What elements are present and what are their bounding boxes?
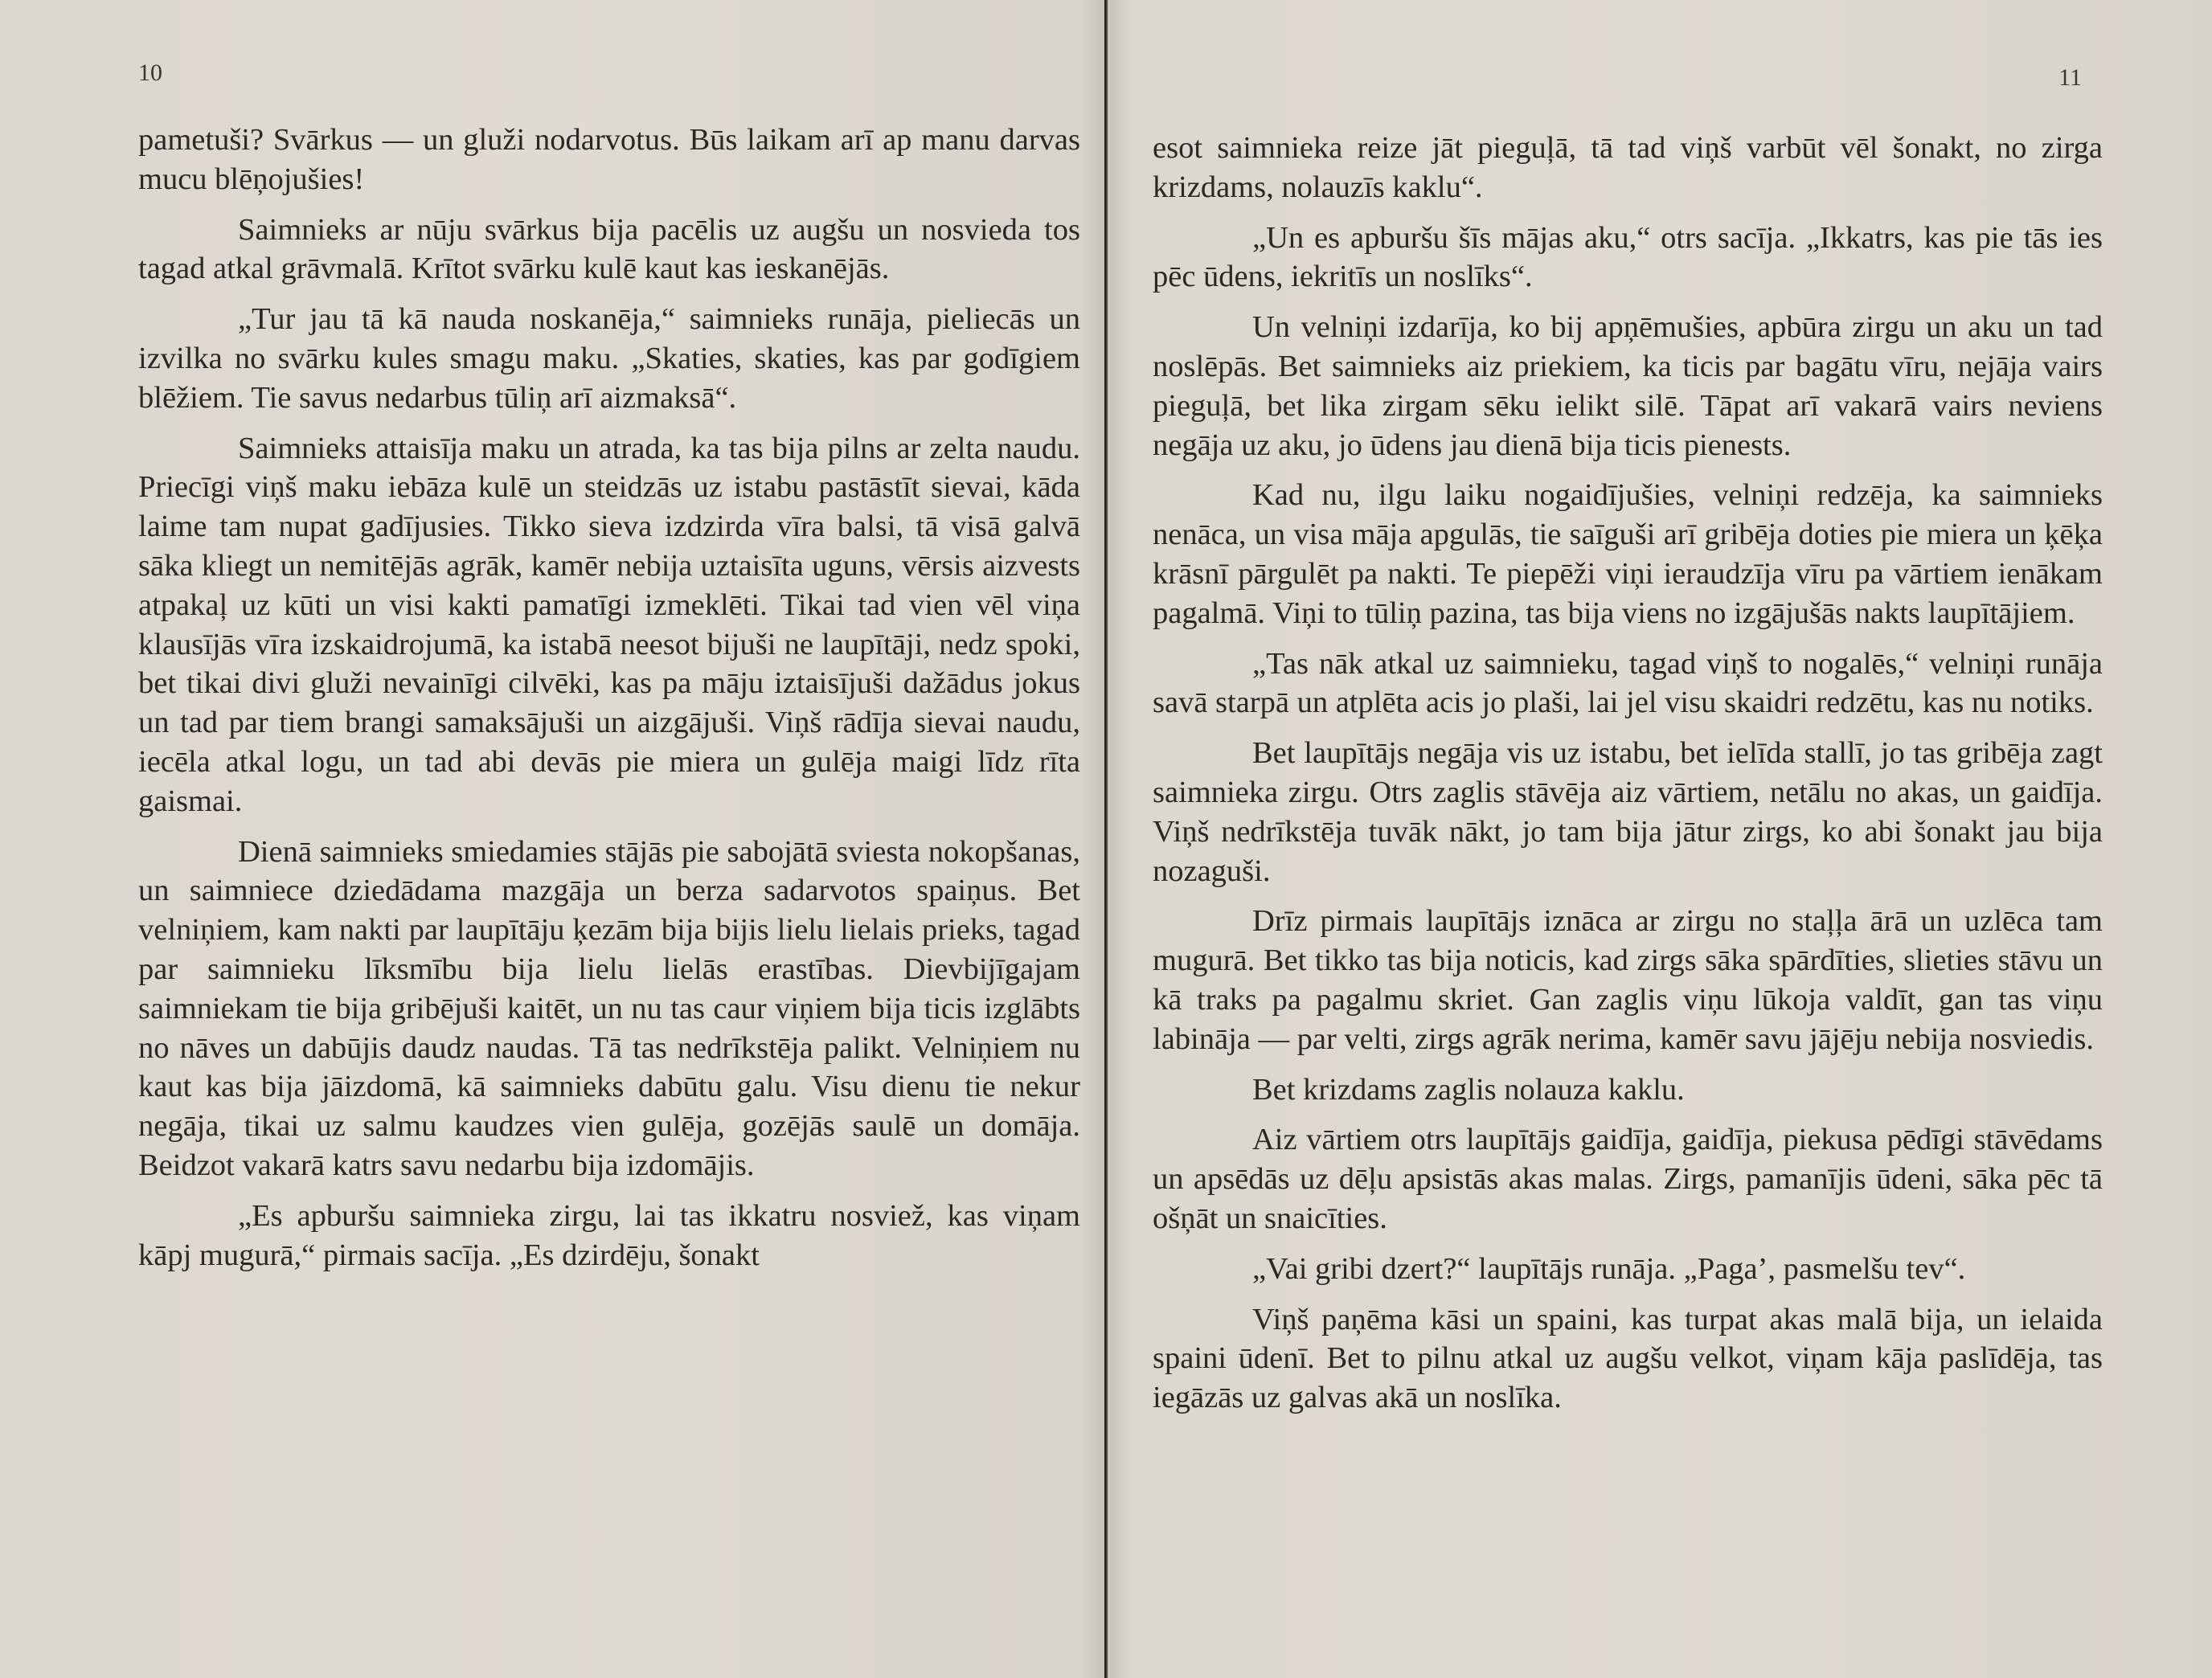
paragraph: „Un es apburšu šīs mājas aku,“ otrs sacīja. „Ikkatrs, kas pie tās ies pēc ūdens, iekritīs un noslīks“. [1153,220,2103,294]
paragraph: Un velniņi izdarīja, ko bij apņēmušies, apbūra zirgu un aku un tad noslēpās. Bet saimnieks aiz priekiem, ka ticis par bagātu vīru, nejāja vairs pieguļā, bet lika zirgam sēku ielikt silē. Tāpat arī vakarā vairs neviens negāja uz aku, jo ūdens jau dienā bija ticis pienests. [1153,310,2103,462]
paragraph: Kad nu, ilgu laiku nogaidījušies, velniņi redzēja, ka saimnieks nenāca, un visa māja apgulās, tie saīguši arī gribēja doties pie miera un ķēķa krāsnī pārgulēt pa nakti. Te piepēži viņi ieraudzīja vīru pa vārtiem ienākam pagalmā. Viņi to tūliņ pazina, tas bija viens no izgājušās nakts laupītājiem. [1153,478,2103,630]
gutter-shadow [1082,0,1104,1678]
paragraph: Aiz vārtiem otrs laupītājs gaidīja, gaidīja, piekusa pēdīgi stāvēdams un apsēdās uz dēļu apsistās akas malas. Zirgs, pamanījis ūdeni, sāka pēc tā ošņāt un snaicīties. [1153,1123,2103,1235]
page-number: 10 [138,59,162,86]
paragraph: Saimnieks attaisīja maku un atrada, ka tas bija pilns ar zelta naudu. Priecīgi viņš maku iebāza kulē un steidzās uz istabu pastāstīt sievai, kāda laime tam nupat gadījusies. Tikko sieva izdzirda vīra balsi, tā visā galvā sāka kliegt un nemitējās agrāk, kamēr nebija uztaisīta uguns, vērsis aizvests atpakaļ uz kūti un visi kakti pamatīgi izmeklēti. Tikai tad vien vēl viņa klausījās vīra izskaidrojumā, ka istabā neesot bijuši ne laupītāji, nedz spoki, bet tikai divi gluži nevainīgi cilvēki, kas pa māju iztaisījuši dažādus jokus un tad par tiem brangi samaksājuši un aizgājuši. Viņš rādīja sievai naudu, iecēla atkal logu, un tad abi devās pie miera un gulēja maigi līdz rīta gaismai. [138,431,1080,818]
paragraph: Saimnieks ar nūju svārkus bija pacēlis uz augšu un nosvieda tos tagad atkal grāvmalā. Krītot svārku kulē kaut kas ieskanējās. [138,212,1080,286]
paragraph: pametuši? Svārkus — un gluži nodarvotus. Būs laikam arī ap manu darvas mucu blēņojušies! [138,123,1080,196]
gutter-shadow [1108,0,1130,1678]
page-text [138,121,1080,1286]
paragraph: esot saimnieka reize jāt pieguļā, tā tad viņš varbūt vēl šonakt, no zirga krizdams, nolauzīs kaklu“. [1153,131,2103,204]
paragraph: Drīz pirmais laupītājs iznāca ar zirgu no staļļa ārā un uzlēca tam mugurā. Bet tikko tas bija noticis, kad zirgs sāka spārdīties, slieties stāvu un kā traks pa pagalmu skriet. Gan zaglis viņu lūkoja valdīt, gan tas viņu labināja — par velti, zirgs agrāk nerima, kamēr savu jājēju nebija nosviedis. [1153,904,2103,1056]
right-page [1106,0,2212,1678]
paragraph: Viņš paņēma kāsi un spaini, kas turpat akas malā bija, un ielaida spaini ūdenī. Bet to pilnu atkal uz augšu velkot, viņam kāja paslīdēja, tas iegāzās uz galvas akā un noslīka. [1153,1302,2103,1415]
page-number: 11 [2058,64,2082,91]
paragraph: „Tas nāk atkal uz saimnieku, tagad viņš to nogalēs,“ velniņi runāja savā starpā un atplēta acis jo plaši, lai jel visu skaidri redzētu, kas nu notiks. [1153,646,2103,720]
paragraph: „Vai gribi dzert?“ laupītājs runāja. „Paga’, pasmelšu tev“. [1252,1251,1966,1286]
paragraph: „Tur jau tā kā nauda noskanēja,“ saimnieks runāja, pieliecās un izvilka no svārku kules smagu maku. „Skaties, skaties, kas par godīgiem blēžiem. Tie savus nedarbus tūliņ arī aizmaksā“. [138,302,1080,415]
paragraph: Bet laupītājs negāja vis uz istabu, bet ielīda stallī, jo tas gribēja zagt saimnieka zirgu. Otrs zaglis stāvēja aiz vārtiem, netālu no akas, un gaidīja. Viņš nedrīkstēja tuvāk nākt, jo tam bija jātur zirgs, ko abi šonakt jau bija nozaguši. [1153,736,2103,888]
paragraph: „Es apburšu saimnieka zirgu, lai tas ikkatru nosviež, kas viņam kāpj mugurā,“ pirmais sacīja. „Es dzirdēju, šonakt [138,1198,1080,1272]
paragraph: Bet krizdams zaglis nolauza kaklu. [1252,1072,1685,1107]
page-text [1153,129,2103,1429]
paragraph: Dienā saimnieks smiedamies stājās pie sabojātā sviesta nokopšanas, un saimniece dziedādama mazgāja un berza sadarvotos spaiņus. Bet velniņiem, kam nakti par laupītāju ķezām bija bijis lielu lielais prieks, tagad par saimnieku līksmību bija lielu lielās erastības. Dievbijīgajam saimniekam tie bija gribējuši kaitēt, un nu tas caur viņiem bija ticis izglābts no nāves un dabūjis daudz naudas. Tā tas nedrīkstēja palikt. Velniņiem nu kaut kas bija jāizdomā, kā saimnieks dabūtu galu. Visu dienu tie nekur negāja, tikai uz salmu kaudzes vien gulēja, gozējās saulē un domāja. Beidzot vakarā katrs savu nedarbu bija izdomājis. [138,834,1080,1182]
